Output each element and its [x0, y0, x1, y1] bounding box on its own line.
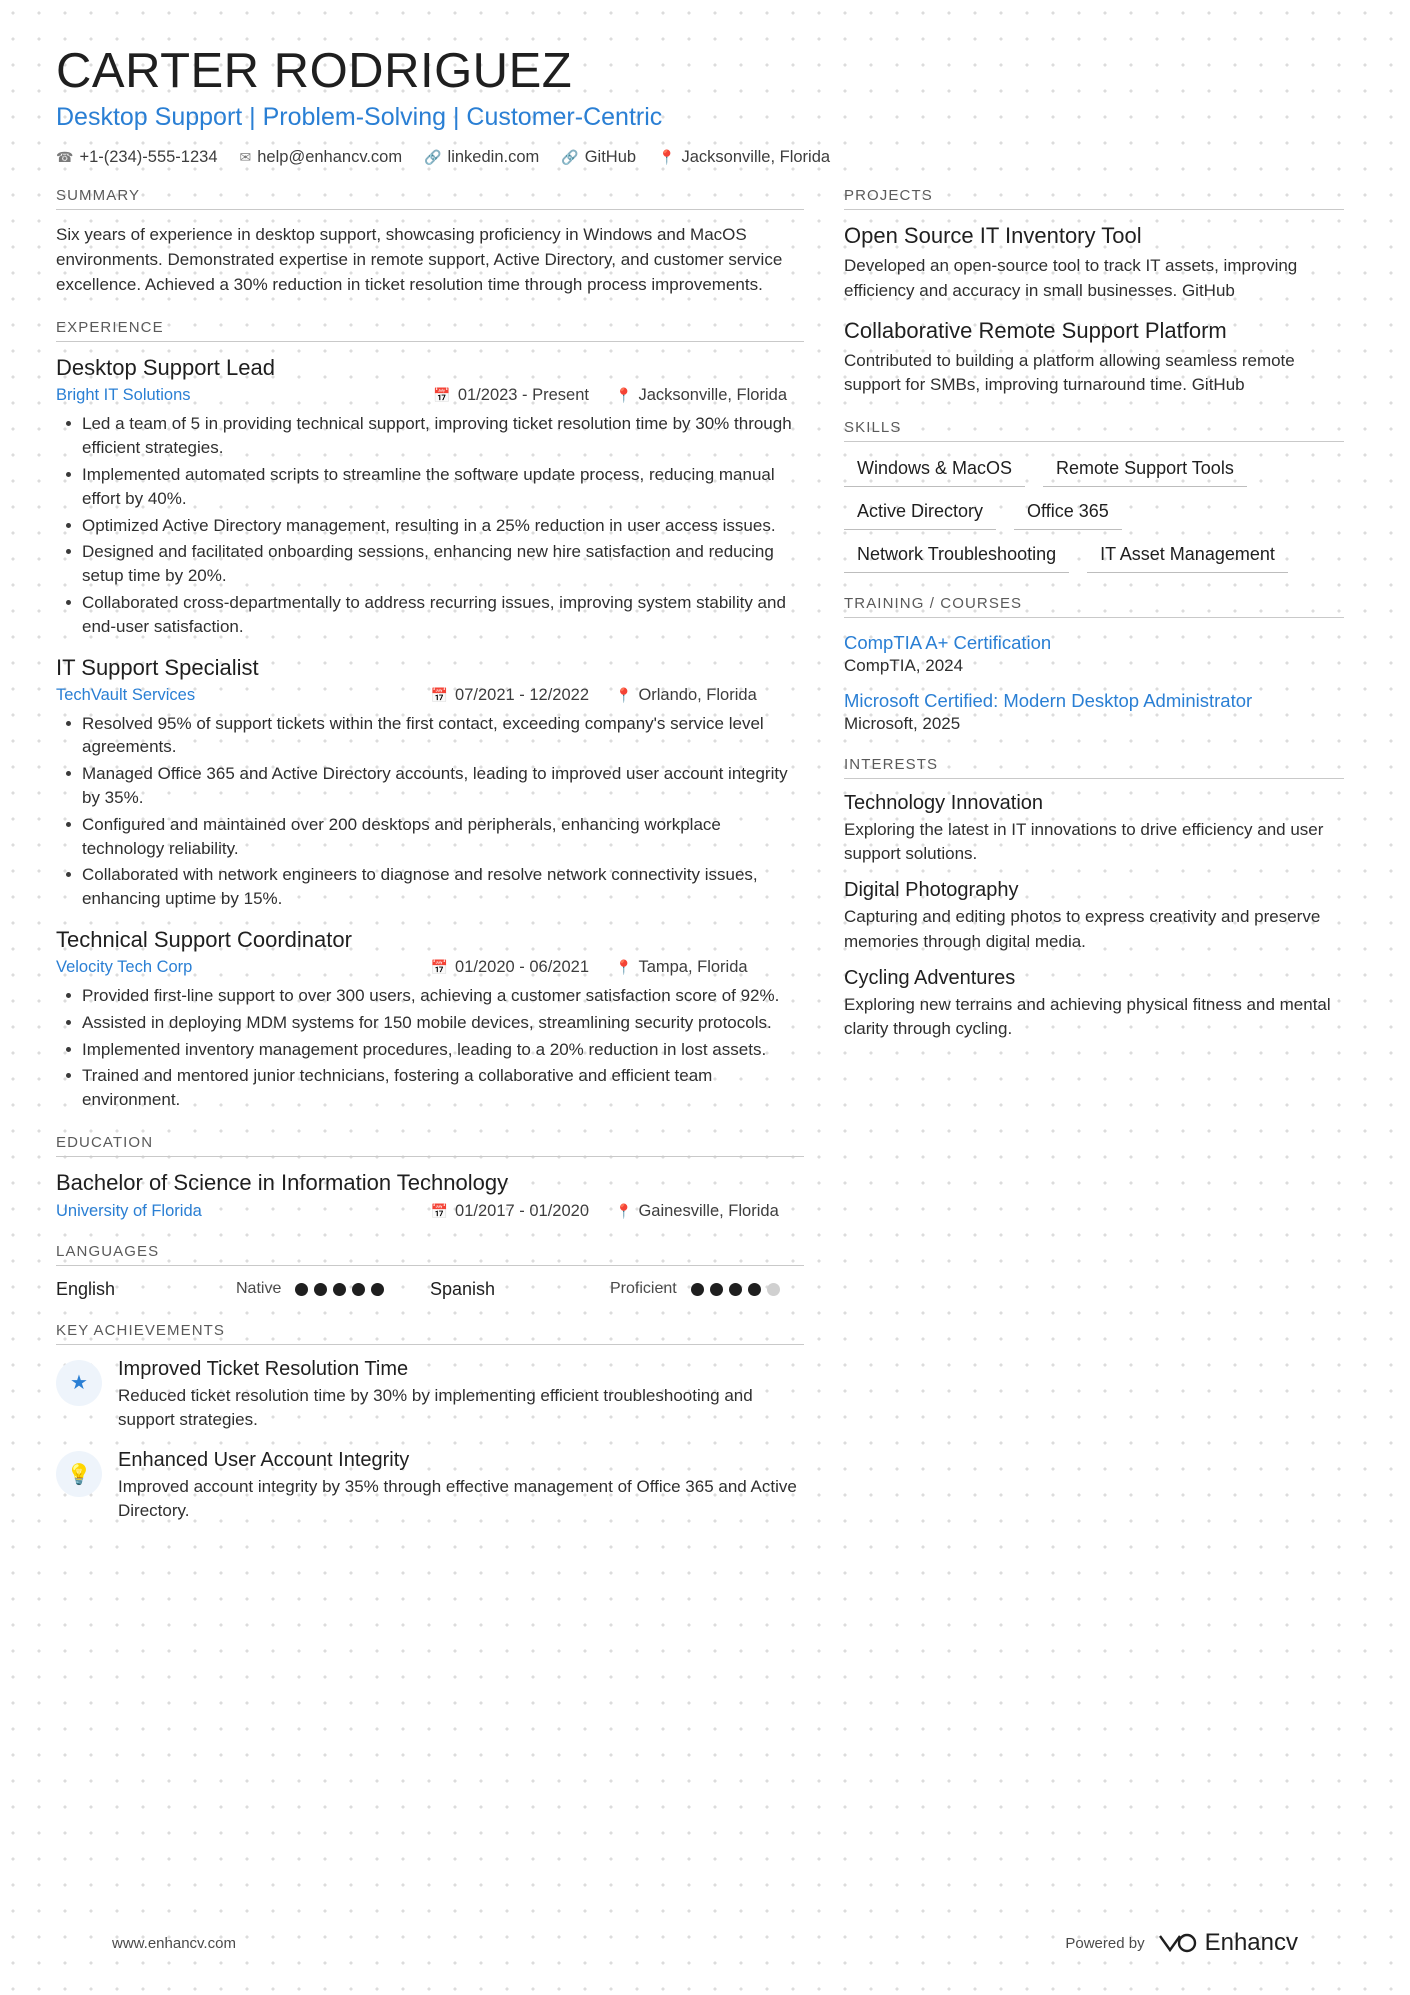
calendar-icon: 📅 [430, 958, 449, 975]
language-level: Proficient [610, 1280, 677, 1298]
list-item: Led a team of 5 in providing technical support, improving ticket resolution time by 30% through efficient strategies. [60, 412, 804, 460]
section-title-training: TRAINING / COURSES [844, 595, 1344, 618]
contact-github[interactable] [561, 148, 636, 167]
section-title-skills: SKILLS [844, 419, 1344, 442]
link-icon: 🔗 [561, 149, 579, 166]
education-item [56, 1170, 804, 1221]
enhancv-mark-icon [1157, 1932, 1197, 1954]
language-level: Native [236, 1280, 282, 1298]
section-summary [56, 187, 804, 297]
section-projects [844, 187, 1344, 397]
left-column [56, 187, 804, 1545]
interest-item [844, 967, 1344, 1041]
contact-row [56, 148, 1354, 167]
footer-website[interactable]: www.enhancv.com [112, 1934, 236, 1952]
achievement-item [56, 1449, 804, 1523]
experience-item [56, 355, 804, 638]
job-meta [56, 386, 804, 405]
skill-chip: IT Asset Management [1087, 541, 1288, 573]
contact-linkedin-text: linkedin.com [447, 148, 540, 167]
job-bullets [60, 984, 804, 1112]
language-name: Spanish [430, 1278, 496, 1299]
job-dates [433, 386, 589, 405]
achievement-desc: Reduced ticket resolution time by 30% by implementing efficient troubleshooting and support strategies. [118, 1385, 753, 1429]
language-rating [691, 1283, 780, 1296]
section-title-achievements: KEY ACHIEVEMENTS [56, 1322, 804, 1345]
interest-desc: Capturing and editing photos to express creativity and preserve memories through digital media. [844, 907, 1321, 951]
location-icon: 📍 [615, 387, 633, 404]
job-title: Desktop Support Lead [56, 355, 275, 381]
section-achievements [56, 1322, 804, 1523]
achievement-desc: Improved account integrity by 35% through effective management of Office 365 and Active Directory. [118, 1477, 797, 1521]
interest-desc: Exploring the latest in IT innovations to drive efficiency and user support solutions. [844, 820, 1324, 864]
location-icon: 📍 [615, 686, 633, 703]
course-item [844, 689, 1344, 734]
job-dates-text: 01/2020 - 06/2021 [455, 957, 589, 976]
achievement-title: Improved Ticket Resolution Time [118, 1357, 409, 1380]
section-skills [844, 419, 1344, 573]
language-rating [295, 1283, 384, 1296]
project-desc: Developed an open-source tool to track IT assets, improving efficiency and accuracy in small businesses. GitHub [844, 256, 1298, 300]
list-item: Provided first-line support to over 300 users, achieving a customer satisfaction score of 92%. [60, 984, 804, 1008]
interest-desc: Exploring new terrains and achieving physical fitness and mental clarity through cycling. [844, 994, 1331, 1038]
experience-item [56, 655, 804, 911]
course-title[interactable]: CompTIA A+ Certification [844, 631, 1052, 653]
job-location [589, 686, 804, 705]
section-title-projects: PROJECTS [844, 187, 1344, 210]
contact-github-text: GitHub [584, 148, 637, 167]
star-icon: ★ [56, 1360, 102, 1406]
footer-powered-by [1065, 1929, 1298, 1957]
section-training [844, 595, 1344, 734]
language-item [430, 1279, 804, 1300]
contact-phone [56, 148, 218, 167]
skill-chip: Active Directory [844, 498, 996, 530]
job-bullets [60, 412, 804, 638]
education-meta [56, 1202, 804, 1221]
footer-powered-label: Powered by [1065, 1934, 1145, 1952]
skills-list [844, 455, 1344, 573]
section-experience [56, 319, 804, 1112]
enhancv-logo [1157, 1929, 1298, 1957]
location-icon: 📍 [615, 958, 633, 975]
project-title: Open Source IT Inventory Tool [844, 223, 1142, 249]
course-item [844, 631, 1344, 676]
resume-header [56, 46, 1354, 167]
course-provider: CompTIA, 2024 [844, 656, 964, 676]
right-column [844, 187, 1344, 1063]
skill-chip: Office 365 [1014, 498, 1122, 530]
contact-email-text: help@enhancv.com [257, 148, 403, 167]
contact-email[interactable] [240, 148, 403, 167]
lightbulb-icon: 💡 [56, 1451, 102, 1497]
section-title-interests: INTERESTS [844, 756, 1344, 779]
section-education [56, 1134, 804, 1221]
headline: Desktop Support | Problem-Solving | Customer-Centric [56, 103, 663, 132]
skill-chip: Remote Support Tools [1043, 455, 1247, 487]
enhancv-wordmark: Enhancv [1204, 1929, 1298, 1956]
job-dates-text: 07/2021 - 12/2022 [455, 685, 589, 704]
job-location [589, 958, 804, 977]
education-school[interactable]: University of Florida [56, 1201, 202, 1220]
calendar-icon: 📅 [433, 387, 451, 404]
job-company[interactable]: Velocity Tech Corp [56, 957, 193, 976]
job-meta [56, 958, 804, 977]
contact-linkedin[interactable] [424, 148, 539, 167]
job-location [589, 386, 804, 405]
list-item: Designed and facilitated onboarding sessions, enhancing new hire satisfaction and reducing setup time by 20%. [60, 540, 804, 588]
section-languages [56, 1243, 804, 1300]
list-item: Collaborated with network engineers to diagnose and resolve network connectivity issues, enhancing uptime by 15%. [60, 863, 804, 911]
list-item: Managed Office 365 and Active Directory accounts, leading to improved user account integrity by 35%. [60, 762, 804, 810]
calendar-icon: 📅 [430, 1202, 449, 1219]
course-title[interactable]: Microsoft Certified: Modern Desktop Administrator [844, 690, 1253, 712]
project-item [844, 223, 1344, 302]
section-title-summary: SUMMARY [56, 187, 804, 210]
page-title: CARTER RODRIGUEZ [56, 44, 573, 98]
list-item: Implemented inventory management procedures, leading to a 20% reduction in lost assets. [60, 1038, 804, 1062]
summary-text: Six years of experience in desktop support, showcasing proficiency in Windows and MacOS environments. Demonstrated expertise in remote support, Active Directory, and customer service excellence. Achieved a 30% reduction in ticket resolution time through process improvements. [56, 225, 783, 294]
education-location [589, 1202, 804, 1221]
job-dates [431, 686, 589, 705]
education-degree: Bachelor of Science in Information Technology [56, 1169, 509, 1195]
contact-location-text: Jacksonville, Florida [681, 148, 831, 167]
education-location-text: Gainesville, Florida [638, 1201, 779, 1220]
list-item: Assisted in deploying MDM systems for 150 mobile devices, streamlining security protocols. [60, 1011, 804, 1035]
calendar-icon: 📅 [430, 686, 449, 703]
list-item: Optimized Active Directory management, resulting in a 25% reduction in user access issues. [60, 514, 804, 538]
job-dates [431, 958, 589, 977]
list-item: Resolved 95% of support tickets within the first contact, exceeding company's service level agreements. [60, 712, 804, 760]
list-item: Collaborated cross-departmentally to address recurring issues, improving system stability and end-user satisfaction. [60, 591, 804, 639]
job-location-text: Tampa, Florida [638, 957, 748, 976]
language-name: English [56, 1278, 116, 1299]
education-dates [431, 1202, 589, 1221]
education-dates-text: 01/2017 - 01/2020 [455, 1201, 589, 1220]
achievement-title: Enhanced User Account Integrity [118, 1449, 410, 1472]
contact-phone-text: +1-(234)-555-1234 [79, 148, 218, 167]
language-item [56, 1279, 430, 1300]
list-item: Trained and mentored junior technicians, fostering a collaborative and efficient team environment. [60, 1064, 804, 1112]
interest-item [844, 792, 1344, 866]
location-icon: 📍 [658, 149, 676, 166]
job-dates-text: 01/2023 - Present [457, 386, 589, 405]
project-title: Collaborative Remote Support Platform [844, 317, 1227, 343]
languages-row [56, 1279, 804, 1300]
section-title-languages: LANGUAGES [56, 1243, 804, 1266]
job-bullets [60, 712, 804, 911]
achievement-item [56, 1358, 804, 1432]
project-item [844, 318, 1344, 397]
interest-title: Digital Photography [844, 879, 1019, 902]
skill-chip: Windows & MacOS [844, 455, 1025, 487]
skill-chip: Network Troubleshooting [844, 541, 1069, 573]
section-title-education: EDUCATION [56, 1134, 804, 1157]
job-location-text: Orlando, Florida [638, 685, 757, 704]
page-footer [112, 1929, 1298, 1957]
course-provider: Microsoft, 2025 [844, 714, 961, 734]
section-interests [844, 756, 1344, 1041]
job-title: IT Support Specialist [56, 654, 259, 680]
link-icon: 🔗 [424, 149, 442, 166]
interest-item [844, 879, 1344, 953]
experience-item [56, 927, 804, 1112]
section-title-experience: EXPERIENCE [56, 319, 804, 342]
contact-location [658, 148, 830, 167]
job-title: Technical Support Coordinator [56, 926, 352, 952]
job-meta [56, 686, 804, 705]
job-company[interactable]: Bright IT Solutions [56, 386, 191, 405]
interest-title: Technology Innovation [844, 792, 1044, 815]
interest-title: Cycling Adventures [844, 966, 1016, 989]
project-desc: Contributed to building a platform allowing seamless remote support for SMBs, improving turnaround time. GitHub [844, 350, 1295, 394]
phone-icon: ☎ [56, 149, 74, 166]
list-item: Configured and maintained over 200 desktops and peripherals, enhancing workplace technology reliability. [60, 813, 804, 861]
email-icon: ✉ [239, 149, 252, 166]
list-item: Implemented automated scripts to streamline the software update process, reducing manual effort by 40%. [60, 463, 804, 511]
job-location-text: Jacksonville, Florida [638, 386, 787, 405]
job-company[interactable]: TechVault Services [56, 685, 196, 704]
location-icon: 📍 [615, 1202, 633, 1219]
